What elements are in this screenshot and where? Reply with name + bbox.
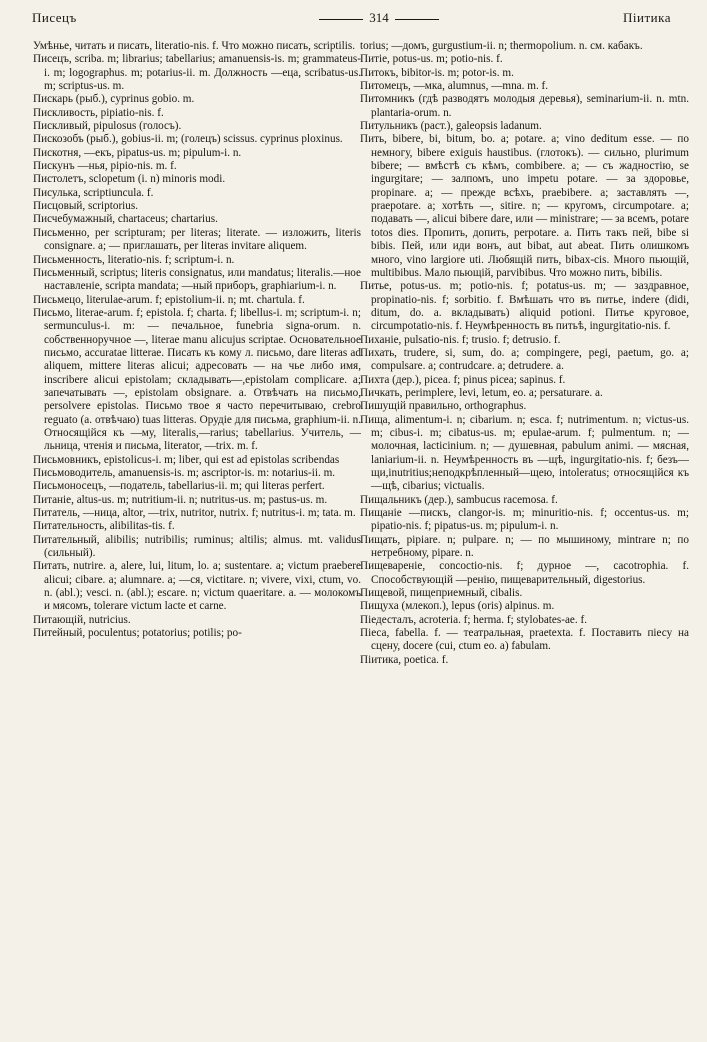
- dictionary-entry: Пищевой, пищеприемный, cibalis.: [360, 587, 523, 600]
- dictionary-entry: Питать, nutrire. a, alere, lui, litum, lo. a; sustentare. a; victum praebere alicui; cibare. a; alumnare. a; —ся, victitare. n; vivere, vixi, ctum, vo. n. (abl.); vesci. n. (abl.); escare. n; victum quaeritare. a. — молокомъ и мясомъ, tolerare victum lacte et carne.: [33, 560, 361, 613]
- dictionary-entry: Пищуха (млекоп.), lepus (oris) alpinus. m.: [360, 600, 555, 613]
- dictionary-entry: Пискозобъ (рыб.), gobius-ii. m; (голецъ) scissus. cyprinus ploxinus.: [33, 133, 343, 146]
- dictionary-entry: Письмоводитель, amanuensis-is. m; ascriptor-is. m: notarius-ii. m.: [33, 467, 336, 479]
- dictionary-entry: Пиханіе, pulsatio-nis. f; trusio. f; detrusio. f.: [360, 333, 561, 346]
- dictionary-entry: Питокъ, bibitor-is. m; potor-is. m.: [360, 66, 514, 79]
- dictionary-entry: Пихать, trudere, si, sum, do. a; compingere, pegi, paetum, go. a; compulsare. a; contrudcare. a; detrudere. a.: [360, 346, 689, 373]
- dictionary-entry: Пiедесталъ, acroteria. f; herma. f; stylobates-ae. f.: [360, 613, 588, 626]
- header-right-catchword: Пiитика: [623, 10, 671, 25]
- dictionary-entry: Умѣнье, читать и писать, literatio-nis. f. Что можно писать, scriptilis.: [33, 40, 356, 52]
- header-left-catchword: Писецъ: [32, 10, 77, 25]
- page-number: 314: [294, 10, 464, 26]
- dictionary-entry: torius; —домъ, gurgustium-ii. n; thermopolium. n. см. кабакъ.: [360, 40, 643, 52]
- dictionary-entry: Питомецъ, —мка, alumnus, —mna. m. f.: [360, 80, 549, 93]
- dictionary-entry: Пичкать, perimplere, levi, letum, eo. a; persaturare. a.: [360, 386, 603, 399]
- dictionary-entry: Пищать, pipiare. n; pulpare. n; — по мышиному, mintrare n; по нетребному, pipare. n.: [360, 533, 689, 560]
- dictionary-entry: Пискливость, pipiatio-nis. f.: [33, 106, 164, 119]
- dictionary-entry: Питаніе, altus-us. m; nutritium-ii. n; nutritus-us. m; pastus-us. m.: [33, 493, 328, 506]
- dictionary-entry: Писцовый, scriptorius.: [33, 200, 139, 213]
- dictionary-entry: Письмо, literae-arum. f; epistola. f; charta. f; libellus-i. m; scriptum-i. n; sermunculus-i. m: — печальное, funebria signa-orum. n. собственноручное —, literae manu alicujus scriptae. Основательное письмо, accuratae litterae. Писать къ кому л. письмо, dare literas ad aliquem, mittere literas alicui; адресовать — на чье либо имя, inscribere alicui epistolam; складывать—,epistolam complicare. a; запечатывать —, epistolam obsignare. a. Отвѣчать на письмо, persolvere epistolas. Письмо твое я часто перечитываю, crebro reguato (a. отвѣчаю) tuas litteras. Орудіе для письма, graphium-ii. n. Относящійся къ —му, literalis,—rarius; tabellarius. Учитель, —льница, чтенія и письма, literator, —trix. m. f.: [33, 306, 361, 453]
- dictionary-entry: Питающій, nutricius.: [33, 613, 131, 626]
- dictionary-entry: Пискливый, pipulosus (голосъ).: [33, 120, 182, 133]
- dictionary-entry: Письмецо, literulae-arum. f; epistolium-ii. n; mt. chartula. f.: [33, 293, 305, 306]
- dictionary-entry: Письмоносецъ, —податель, tabellarius-ii. m; qui literas perfert.: [33, 480, 325, 493]
- dictionary-entry: Пишущій правильно, orthographus.: [360, 400, 527, 413]
- dictionary-entry: Питейный, poculentus; potatorius; potilis; po-: [33, 627, 242, 640]
- dictionary-entry: Питульникъ (раст.), galeopsis ladanum.: [360, 120, 542, 133]
- dictionary-entry: Письменно, per scripturam; per literas; literate. — изложить, literis consignare. a; — приглашать, per literas invitare aliquem.: [33, 226, 361, 253]
- dictionary-entry: Пища, alimentum-i. n; cibarium. n; esca. f; nutrimentum. n; victus-us. m; cibus-i. m; cibatus-us. m; epulae-arum. f; pulmentum. n; — молочная, lacticinium. n; — душевная, pabulum animi. — мясная, laniarium-ii. n. Неумѣренность въ —щѣ, ingurgitatio-nis. f; безъ—щи,inutritius;неподкрѣпленный—щею, intoleratus; относящійся къ —щѣ, cibarius; victualis.: [360, 413, 689, 493]
- dictionary-entry: Пискунъ —нья, pipio-nis. m. f.: [33, 160, 177, 173]
- dictionary-entry: Пищаніе —пискъ, clangor-is. m; minuritio-nis. f; occentus-us. m; pipatio-nis. f; pipatus-us. m; pipulum-i. n.: [360, 507, 689, 533]
- dictionary-entry: Пить, bibere, bi, bitum, bo. a; potare. a; vino deditum esse. — по немногу, bibere exiguis haustibus. (глотокъ). — сильно, plurimum bibere; — вмѣстѣ съ кѣмъ, combibere. a; — съ жадностію, se ingurgitare; — залпомъ, uno impetu potare. — за здоровье, propinare. a; — прежде всѣхъ, praebibere. a; заставлять —, praepotare. a; хотѣть —, sitire. n; — кругомъ, circumpotare. a; подавать —, alicui bibere dare, или — ministrare; — за всемъ, potare totos dies. Пропить, допить, perpotare. a. Пить такъ пей, bibe si bibis. Пей, или иди вонъ, aut bibat, aut abeat. Пить олишкомъ много, vino largiore uti. Любящій пить, bibax-cis. Много пьющій, multibibus. Мало пьющій, parvibibus. Что можно пить, bibilis.: [360, 133, 689, 279]
- dictionary-entry: Питательный, alibilis; nutribilis; ruminus; altilis; almus. mt. validus (сильный).: [33, 533, 361, 560]
- dictionary-entry: Письмовникъ, epistolicus-i. m; liber, qui est ad epistolas scribendas: [33, 453, 340, 466]
- dictionary-entry: Пiитика, poetica. f.: [360, 653, 449, 666]
- dictionary-entry: Питіе, potus-us. m; potio-nis. f.: [360, 53, 503, 66]
- dictionary-entry: Пискарь (рыб.), cyprinus gobio. m.: [33, 93, 195, 106]
- left-column: [33, 40, 361, 640]
- dictionary-entry: Писецъ, scriba. m; librarius; tabellarius; amanuensis-is. m; grammateus-i. m; logographus. m; potarius-ii. m. Должность —еца, scribatus-us. m; scriptus-us. m.: [33, 53, 361, 93]
- dictionary-entry: Питательность, alibilitas-tis. f.: [33, 520, 175, 533]
- dictionary-entry: Пистолетъ, sclopetum (i. n) minoris modi.: [33, 173, 226, 186]
- dictionary-entry: Пискотня, —екъ, pipatus-us. m; pipulum-i. n.: [33, 146, 242, 159]
- right-column: [360, 40, 689, 667]
- dictionary-entry: Письменный, scriptus; literis consignatus, или mandatus; literalis.—ное наставленіе, scripta mandata; —ный приборъ, graphiarium-i. n.: [33, 266, 362, 293]
- dictionary-entry: Пищальникъ (дер.), sambucus racemosa. f.: [360, 493, 558, 506]
- dictionary-entry: Писчебумажный, chartaceus; chartarius.: [33, 213, 218, 226]
- dictionary-entry: Пихта (дер.), picea. f; pinus picea; sapinus. f.: [360, 373, 566, 386]
- dictionary-entry: Писулька, scriptiuncula. f.: [33, 186, 154, 199]
- dictionary-entry: Пiеса, fabella. f. — театральная, praetexta. f. Поставить пiесу на сцену, docere (cui, ctum eo. a) fabulam.: [360, 627, 689, 653]
- dictionary-entry: Питатель, —ница, altor, —trix, nutritor, nutrix. f; nutritus-i. m; tata. m.: [33, 507, 356, 520]
- dictionary-entry: Пищевареніе, concoctio-nis. f; дурное —, cacotrophia. f. Способствующій —ренію, пищеварительный, digestorius.: [360, 560, 689, 586]
- dictionary-entry: Питье, potus-us. m; potio-nis. f; potatus-us. m; — заздравное, propinatio-nis. f; sorbitio. f. Вмѣшать что въ питье, indere (didi, ditum, do. a. вкладывать) aliquid potioni. Питье круговое, circumpotatio-nis. f. Неумѣренность въ питьѣ, ingurgitatio-nis. f.: [360, 280, 689, 333]
- dictionary-entry: Питомникъ (гдѣ разводятъ молодыя деревья), seminarium-ii. n. mtn. plantaria-orum. n.: [360, 93, 689, 119]
- page-header: [32, 10, 677, 36]
- dictionary-entry: Письменность, literatio-nis. f; scriptum-i. n.: [33, 253, 235, 266]
